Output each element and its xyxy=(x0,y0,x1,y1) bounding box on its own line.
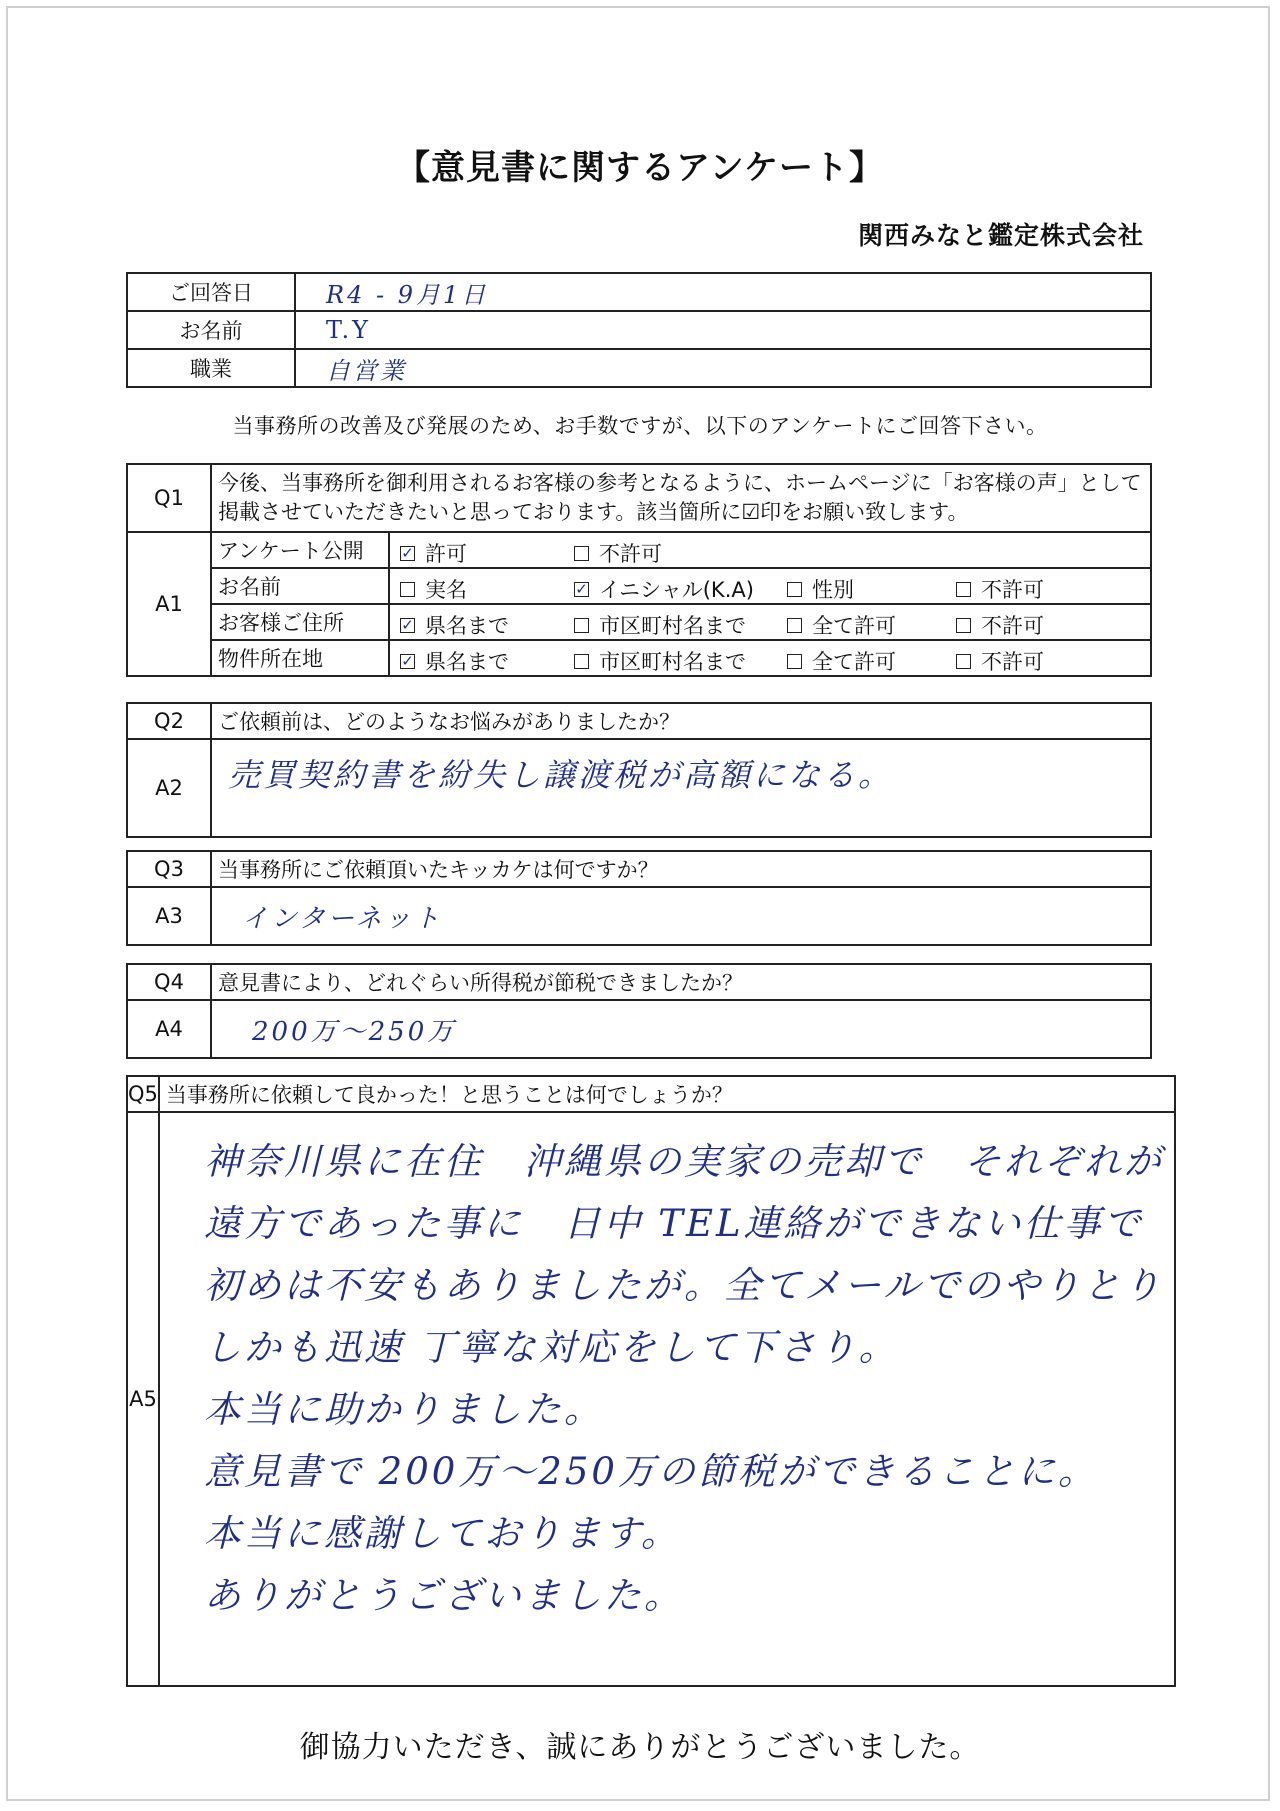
info-label: お名前 xyxy=(127,311,295,349)
option-label: 県名まで xyxy=(425,650,509,674)
checkbox-checked-icon[interactable]: ✓ xyxy=(401,651,414,670)
a1-label: 物件所在地 xyxy=(211,640,389,676)
a5-line: 遠方であった事に 日中 TEL連絡ができない仕事で xyxy=(203,1202,1144,1245)
checkbox-icon[interactable] xyxy=(400,582,415,597)
q-number: Q2 xyxy=(127,703,211,739)
closing-message: 御協力いただき、誠にありがとうございました。 xyxy=(299,1730,981,1765)
respondent-occupation: 自営業 xyxy=(295,349,1151,387)
option-label: 不許可 xyxy=(981,650,1044,674)
option-label: 全て許可 xyxy=(812,614,896,638)
q4-table xyxy=(126,963,1152,1059)
checkbox-icon[interactable] xyxy=(574,618,589,633)
a5-line: 初めは不安もありましたが。全てメールでのやりとり xyxy=(203,1264,1164,1307)
a5-line: 本当に感謝しております。 xyxy=(203,1512,681,1555)
info-row-name xyxy=(127,311,1151,349)
option-real-name[interactable] xyxy=(400,574,467,604)
option-address-city[interactable] xyxy=(574,610,746,640)
option-label: 実名 xyxy=(425,578,467,602)
option-address-deny[interactable] xyxy=(956,610,1044,640)
info-row-date xyxy=(127,273,1151,311)
checkbox-icon[interactable] xyxy=(787,654,802,669)
q3-table xyxy=(126,850,1152,946)
a5-line: ありがとうございました。 xyxy=(203,1574,684,1617)
q1-text: 今後、当事務所を御利用されるお客様の参考となるように、ホームページに「お客様の声」として掲載させていただきたいと思っております。該当箇所に☑印をお願い致します。 xyxy=(211,464,1151,532)
respondent-name: T.Y xyxy=(295,311,1151,349)
a1-label: アンケート公開 xyxy=(211,532,389,568)
a-number: A1 xyxy=(127,532,211,676)
option-gender[interactable] xyxy=(787,574,854,604)
checkbox-icon[interactable] xyxy=(956,654,971,669)
company-name: 関西みなと鑑定株式会社 xyxy=(857,221,1144,250)
respondent-info-table xyxy=(126,272,1152,388)
a1-row-publish xyxy=(127,532,1151,568)
checkbox-checked-icon[interactable]: ✓ xyxy=(575,579,588,598)
a-number: A2 xyxy=(127,739,211,837)
a4-answer: 200万～250万 xyxy=(211,1000,1151,1058)
a5-line: 意見書で 200万～250万の節税ができることに。 xyxy=(203,1450,1098,1493)
q-number: Q4 xyxy=(127,964,211,1000)
a3-answer: インターネット xyxy=(211,887,1151,945)
page-title: 【意見書に関するアンケート】 xyxy=(396,148,884,188)
option-label: 全て許可 xyxy=(812,650,896,674)
a1-label: お客様ご住所 xyxy=(211,604,389,640)
option-label: イニシャル(K.A) xyxy=(599,578,754,602)
a1-row-name xyxy=(127,568,1151,604)
checkbox-icon[interactable] xyxy=(787,582,802,597)
option-label: 市区町村名まで xyxy=(599,614,746,638)
option-property-deny[interactable] xyxy=(956,646,1044,676)
option-label: 市区町村名まで xyxy=(599,650,746,674)
a5-answer xyxy=(159,1112,1175,1686)
checkbox-checked-icon[interactable]: ✓ xyxy=(401,615,414,634)
a5-line: 本当に助かりました。 xyxy=(203,1388,604,1431)
q1-table xyxy=(126,463,1152,677)
survey-intro: 当事務所の改善及び発展のため、お手数ですが、以下のアンケートにご回答下さい。 xyxy=(232,414,1048,438)
checkbox-icon[interactable] xyxy=(956,582,971,597)
a1-row-address xyxy=(127,604,1151,640)
option-address-prefecture[interactable] xyxy=(400,610,509,640)
a-number: A4 xyxy=(127,1000,211,1058)
q-number: Q3 xyxy=(127,851,211,887)
checkbox-icon[interactable] xyxy=(574,654,589,669)
checkbox-icon[interactable] xyxy=(574,546,589,561)
checkbox-icon[interactable] xyxy=(956,618,971,633)
a-number: A5 xyxy=(127,1112,159,1686)
option-property-city[interactable] xyxy=(574,646,746,676)
option-label: 不許可 xyxy=(981,614,1044,638)
option-label: 許可 xyxy=(425,542,467,566)
q5-table xyxy=(126,1075,1176,1687)
a1-label: お名前 xyxy=(211,568,389,604)
a1-row-property xyxy=(127,640,1151,676)
option-publish-allow[interactable] xyxy=(400,538,467,568)
option-name-deny[interactable] xyxy=(956,574,1044,604)
a-number: A3 xyxy=(127,887,211,945)
option-label: 不許可 xyxy=(599,542,662,566)
option-initials[interactable] xyxy=(574,574,754,604)
option-label: 県名まで xyxy=(425,614,509,638)
q5-text: 当事務所に依頼して良かった！と思うことは何でしょうか？ xyxy=(159,1076,1175,1112)
info-row-occupation xyxy=(127,349,1151,387)
option-property-prefecture[interactable] xyxy=(400,646,509,676)
a2-answer: 売買契約書を紛失し譲渡税が高額になる。 xyxy=(211,739,1151,837)
q-number: Q5 xyxy=(127,1076,159,1112)
q4-text: 意見書により、どれぐらい所得税が節税できましたか？ xyxy=(211,964,1151,1000)
a5-line: 神奈川県に在住 沖縄県の実家の売却で それぞれが xyxy=(203,1140,1164,1183)
checkbox-icon[interactable] xyxy=(787,618,802,633)
q2-text: ご依頼前は、どのようなお悩みがありましたか？ xyxy=(211,703,1151,739)
answer-date: R4 - 9月1日 xyxy=(295,273,1151,311)
q3-text: 当事務所にご依頼頂いたキッカケは何ですか？ xyxy=(211,851,1151,887)
info-label: ご回答日 xyxy=(127,273,295,311)
q2-table xyxy=(126,702,1152,838)
option-label: 性別 xyxy=(812,578,854,602)
checkbox-checked-icon[interactable]: ✓ xyxy=(401,543,414,562)
option-address-all[interactable] xyxy=(787,610,896,640)
info-label: 職業 xyxy=(127,349,295,387)
option-property-all[interactable] xyxy=(787,646,896,676)
a5-line: しかも迅速 丁寧な対応をして下さり。 xyxy=(203,1326,899,1369)
option-label: 不許可 xyxy=(981,578,1044,602)
option-publish-deny[interactable] xyxy=(574,538,662,568)
q-number: Q1 xyxy=(127,464,211,532)
